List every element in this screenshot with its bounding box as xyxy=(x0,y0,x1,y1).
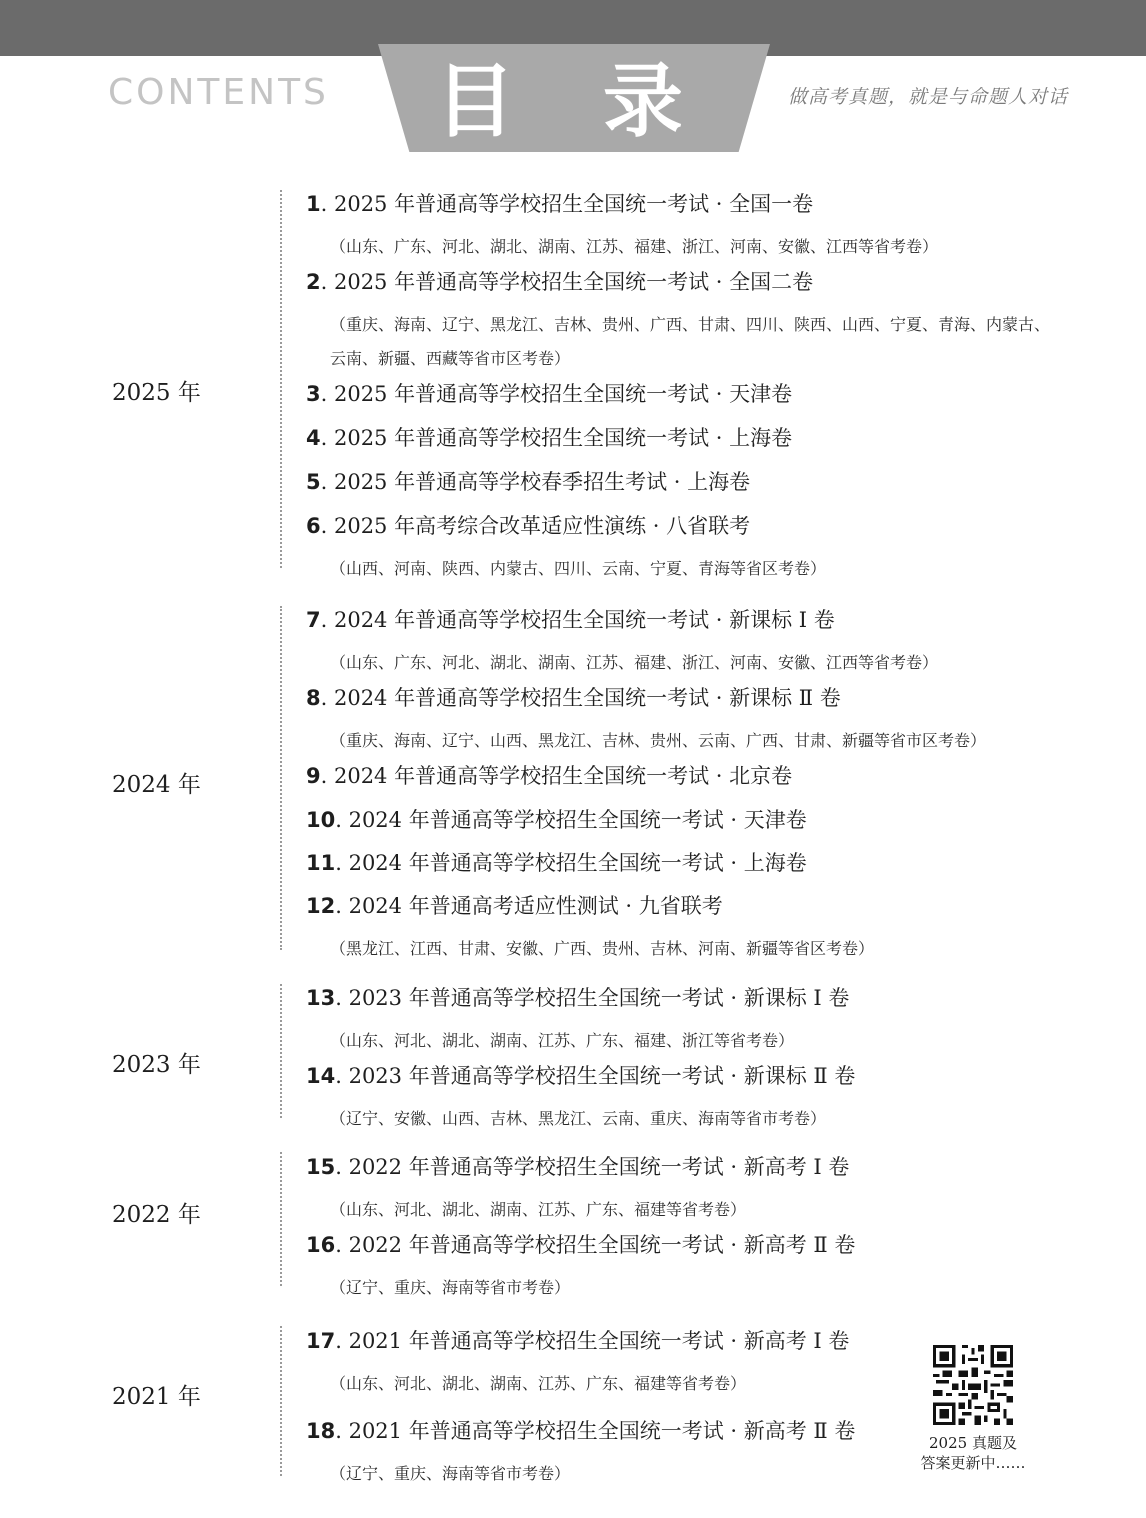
toc-entry-4[interactable] xyxy=(306,422,792,452)
year-label-2024: 2024 年 xyxy=(112,772,201,798)
entry-number: 13 xyxy=(306,986,336,1010)
entry-note: （重庆、海南、辽宁、山西、黑龙江、吉林、贵州、云南、广西、甘肃、新疆等省市区考卷） xyxy=(330,731,987,750)
year-label-2021: 2021 年 xyxy=(112,1384,201,1410)
toc-entry-1[interactable] xyxy=(306,188,1060,264)
toc-entry-2[interactable] xyxy=(306,266,1060,376)
entry-title: . 2021 年普通高等学校招生全国统一考试 · 新高考 Ⅰ 卷 xyxy=(335,1329,850,1353)
year-label-2022: 2022 年 xyxy=(112,1202,201,1228)
entry-number: 18 xyxy=(306,1419,336,1443)
entry-title: . 2025 年普通高等学校招生全国统一考试 · 上海卷 xyxy=(320,426,793,450)
toc-entry-8[interactable] xyxy=(306,682,1060,758)
toc-entry-16[interactable] xyxy=(306,1229,1060,1305)
entry-title: . 2024 年普通高等学校招生全国统一考试 · 新课标 Ⅱ 卷 xyxy=(320,686,841,710)
entry-number: 1 xyxy=(306,192,321,216)
slogan: 做高考真题，就是与命题人对话 xyxy=(788,86,1069,108)
qr-block xyxy=(905,1345,1041,1473)
entry-title: . 2025 年高考综合改革适应性演练 · 八省联考 xyxy=(320,514,751,538)
entry-title: . 2023 年普通高等学校招生全国统一考试 · 新课标 Ⅱ 卷 xyxy=(335,1064,856,1088)
entry-number: 7 xyxy=(306,608,321,632)
entry-number: 15 xyxy=(306,1155,336,1179)
entry-number: 6 xyxy=(306,514,321,538)
entry-number: 3 xyxy=(306,382,321,406)
qr-code-icon[interactable] xyxy=(933,1345,1013,1425)
toc-entry-13[interactable] xyxy=(306,982,1060,1058)
toc-entry-5[interactable] xyxy=(306,466,750,496)
toc-entry-9[interactable] xyxy=(306,760,792,790)
entry-number: 10 xyxy=(306,808,336,832)
entry-number: 11 xyxy=(306,851,336,875)
entry-title: . 2024 年普通高等学校招生全国统一考试 · 新课标 Ⅰ 卷 xyxy=(320,608,835,632)
entry-note: （辽宁、重庆、海南等省市考卷） xyxy=(330,1278,571,1297)
entry-note: （山西、河南、陕西、内蒙古、四川、云南、宁夏、青海等省区考卷） xyxy=(330,559,827,578)
year-divider xyxy=(280,984,282,1118)
entry-number: 8 xyxy=(306,686,321,710)
year-label-2025: 2025 年 xyxy=(112,380,201,406)
entry-note: （黑龙江、江西、甘肃、安徽、广西、贵州、吉林、河南、新疆等省区考卷） xyxy=(330,939,875,958)
year-divider xyxy=(280,606,282,950)
entry-title: . 2023 年普通高等学校招生全国统一考试 · 新课标 Ⅰ 卷 xyxy=(335,986,850,1010)
toc-entry-10[interactable] xyxy=(306,804,807,834)
entry-note: （山东、河北、湖北、湖南、江苏、广东、福建、浙江等省考卷） xyxy=(330,1031,795,1050)
contents-label: CONTENTS xyxy=(108,72,329,113)
entry-number: 17 xyxy=(306,1329,336,1353)
toc-entry-15[interactable] xyxy=(306,1151,1060,1227)
toc-entry-14[interactable] xyxy=(306,1060,1060,1136)
year-divider xyxy=(280,1326,282,1476)
entry-note: （辽宁、安徽、山西、吉林、黑龙江、云南、重庆、海南等省市考卷） xyxy=(330,1109,827,1128)
entry-number: 16 xyxy=(306,1233,336,1257)
entry-title: . 2024 年普通高等学校招生全国统一考试 · 上海卷 xyxy=(335,851,807,875)
entry-note: （山东、广东、河北、湖北、湖南、江苏、福建、浙江、河南、安徽、江西等省考卷） xyxy=(330,237,939,256)
entry-number: 9 xyxy=(306,764,321,788)
entry-note: （辽宁、重庆、海南等省市考卷） xyxy=(330,1464,571,1483)
entry-title: . 2022 年普通高等学校招生全国统一考试 · 新高考 Ⅰ 卷 xyxy=(335,1155,850,1179)
toc-entry-3[interactable] xyxy=(306,378,792,408)
entry-title: . 2024 年普通高等学校招生全国统一考试 · 北京卷 xyxy=(320,764,793,788)
toc-entry-12[interactable] xyxy=(306,890,1060,966)
entry-number: 2 xyxy=(306,270,321,294)
entry-number: 5 xyxy=(306,470,321,494)
entry-title: . 2025 年普通高等学校春季招生考试 · 上海卷 xyxy=(320,470,751,494)
entry-title: . 2025 年普通高等学校招生全国统一考试 · 全国二卷 xyxy=(320,270,814,294)
year-label-2023: 2023 年 xyxy=(112,1052,201,1078)
page-title: 目 录 xyxy=(435,54,713,148)
entry-title: . 2022 年普通高等学校招生全国统一考试 · 新高考 Ⅱ 卷 xyxy=(335,1233,856,1257)
entry-title: . 2021 年普通高等学校招生全国统一考试 · 新高考 Ⅱ 卷 xyxy=(335,1419,856,1443)
toc-entry-7[interactable] xyxy=(306,604,1060,680)
entry-note: （山东、广东、河北、湖北、湖南、江苏、福建、浙江、河南、安徽、江西等省考卷） xyxy=(330,653,939,672)
year-divider xyxy=(280,190,282,568)
entry-title: . 2024 年普通高考适应性测试 · 九省联考 xyxy=(335,894,723,918)
year-divider xyxy=(280,1152,282,1286)
toc-entry-6[interactable] xyxy=(306,510,1060,586)
entry-number: 4 xyxy=(306,426,321,450)
entry-note: （山东、河北、湖北、湖南、江苏、广东、福建等省考卷） xyxy=(330,1200,747,1219)
entry-note: （重庆、海南、辽宁、黑龙江、吉林、贵州、广西、甘肃、四川、陕西、山西、宁夏、青海、内蒙古、云南、新疆、西藏等省市区考卷） xyxy=(330,315,1051,368)
entry-number: 14 xyxy=(306,1064,336,1088)
toc-entry-11[interactable] xyxy=(306,847,807,877)
entry-number: 12 xyxy=(306,894,336,918)
entry-note: （山东、河北、湖北、湖南、江苏、广东、福建等省考卷） xyxy=(330,1374,747,1393)
entry-title: . 2025 年普通高等学校招生全国统一考试 · 全国一卷 xyxy=(320,192,814,216)
entry-title: . 2024 年普通高等学校招生全国统一考试 · 天津卷 xyxy=(335,808,807,832)
qr-caption-line1: 2025 真题及 xyxy=(929,1434,1017,1452)
qr-caption-line2: 答案更新中…… xyxy=(920,1454,1026,1472)
entry-title: . 2025 年普通高等学校招生全国统一考试 · 天津卷 xyxy=(320,382,793,406)
